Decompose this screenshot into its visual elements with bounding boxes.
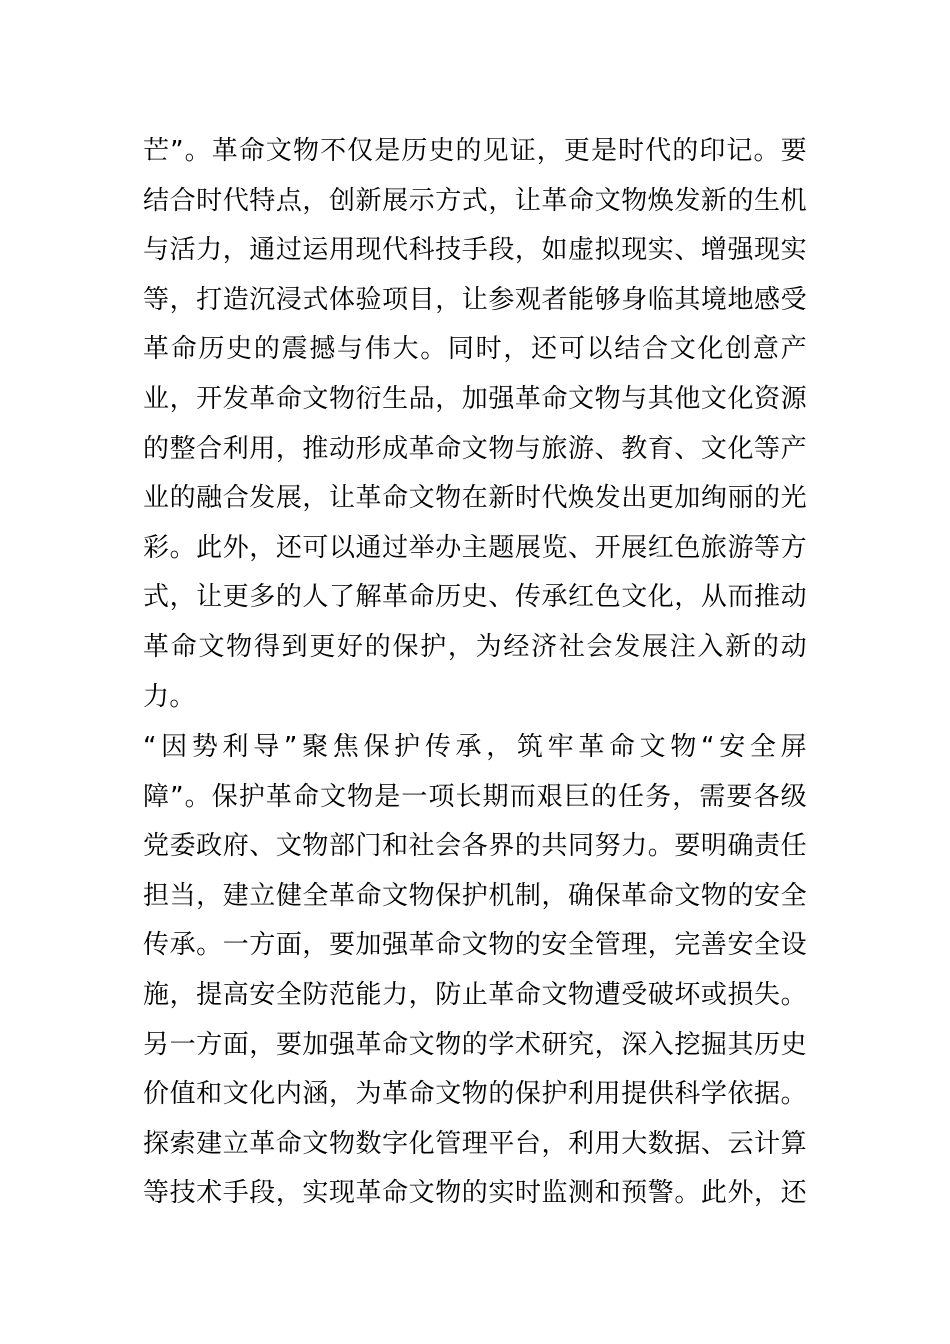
text-line: “因势利导”聚焦保护传承，筑牢革命文物“安全屏 [143, 732, 807, 762]
text-line: 另一方面，要加强革命文物的学术研究，深入挖掘其历史 [143, 1029, 807, 1060]
text-line: 传承。一方面，要加强革命文物的安全管理，完善安全设 [143, 930, 807, 961]
text-line: 式，让更多的人了解革命历史、传承红色文化，从而推动 [143, 582, 807, 613]
text-line: 探索建立革命文物数字化管理平台，利用大数据、云计算 [143, 1128, 807, 1159]
paragraph-1 [143, 127, 807, 722]
text-line: 芒”。革命文物不仅是历史的见证，更是时代的印记。要 [143, 136, 807, 166]
text-line: 结合时代特点，创新展示方式，让革命文物焕发新的生机 [143, 185, 807, 216]
text-line: 施，提高安全防范能力，防止革命文物遭受破坏或损失。 [143, 979, 807, 1010]
text-line: 等，打造沉浸式体验项目，让参观者能够身临其境地感受 [143, 284, 807, 315]
text-line: 价值和文化内涵，为革命文物的保护利用提供科学依据。 [143, 1079, 807, 1110]
text-line: 彩。此外，还可以通过举办主题展览、开展红色旅游等方 [143, 532, 807, 563]
paragraph-2 [143, 723, 807, 1219]
text-line: 的整合利用，推动形成革命文物与旅游、教育、文化等产 [143, 433, 807, 464]
text-line: 等技术手段，实现革命文物的实时监测和预警。此外，还 [143, 1178, 807, 1209]
text-line: 障”。保护革命文物是一项长期而艰巨的任务，需要各级 [143, 781, 807, 812]
text-line: 业，开发革命文物衍生品，加强革命文物与其他文化资源 [143, 383, 807, 414]
text-line: 与活力，通过运用现代科技手段，如虚拟现实、增强现实 [143, 235, 807, 266]
text-line: 担当，建立健全革命文物保护机制，确保革命文物的安全 [143, 880, 807, 911]
text-line: 党委政府、文物部门和社会各界的共同努力。要明确责任 [143, 831, 807, 862]
text-line: 革命历史的震撼与伟大。同时，还可以结合文化创意产 [143, 334, 807, 365]
text-line: 革命文物得到更好的保护，为经济社会发展注入新的动 [143, 631, 807, 662]
text-line: 力。 [143, 681, 196, 712]
text-line: 业的融合发展，让革命文物在新时代焕发出更加绚丽的光 [143, 483, 807, 514]
